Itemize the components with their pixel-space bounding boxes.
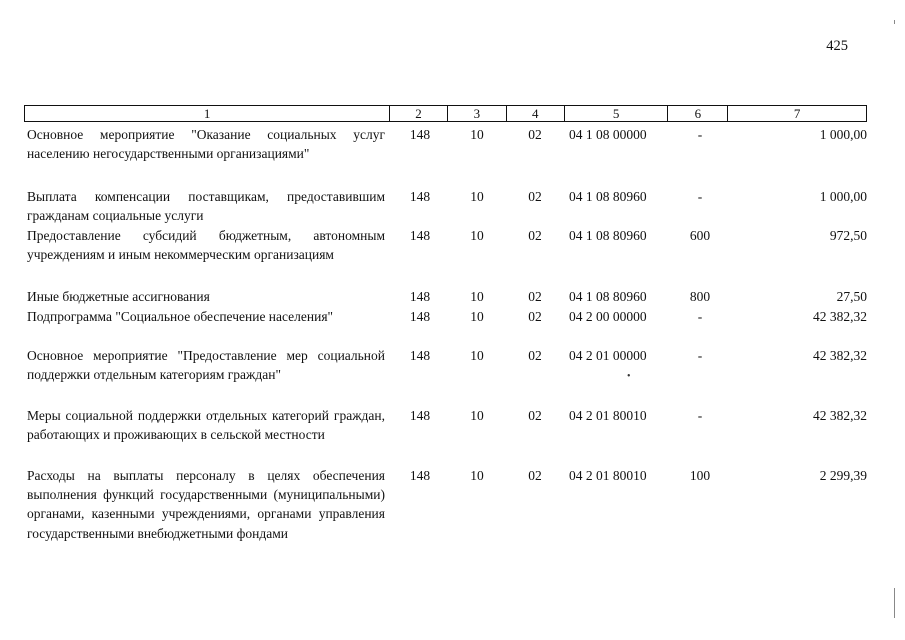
cell-expense-type: 800 (689, 289, 711, 304)
row-name: Иные бюджетные ассигнования (27, 289, 210, 304)
cell-admin: 148 (409, 468, 431, 483)
cell-section: 10 (470, 289, 484, 304)
cell-admin: 148 (409, 289, 431, 304)
cell-section: 10 (470, 127, 484, 142)
row-name: Меры социальной поддержки отдельных категорий граждан, работающих и проживающих в сельской местности (27, 408, 385, 443)
cell-amount: 42 382,32 (813, 309, 867, 324)
row-name: Основное мероприятие "Оказание социальных услуг населению негосударственными организациями" (27, 127, 385, 162)
header-col-6: 6 (667, 106, 727, 121)
cell-section: 10 (470, 468, 484, 483)
cell-target: 04 1 08 80960 (569, 228, 647, 243)
cell-amount: 27,50 (836, 289, 867, 304)
cell-expense-type: 600 (689, 228, 711, 243)
cell-target: 04 2 01 80010 (569, 468, 647, 483)
cell-section: 10 (470, 348, 484, 363)
row-name: Выплата компенсации поставщикам, предоставившим гражданам социальные услуги (27, 189, 385, 224)
cell-expense-type: - (697, 309, 703, 324)
cell-section: 10 (470, 228, 484, 243)
cell-section: 10 (470, 189, 484, 204)
header-col-4: 4 (506, 106, 564, 121)
scan-mark-icon: • (627, 371, 631, 382)
header-col-5: 5 (564, 106, 668, 121)
scan-edge-mark (894, 20, 895, 24)
header-col-1: 1 (203, 106, 211, 121)
cell-admin: 148 (409, 309, 431, 324)
cell-admin: 148 (409, 228, 431, 243)
cell-admin: 148 (409, 127, 431, 142)
header-col-3: 3 (447, 106, 506, 121)
row-name: Предоставление субсидий бюджетным, автономным учреждениям и иным некоммерческим организациям (27, 228, 385, 263)
row-name: Расходы на выплаты персоналу в целях обеспечения выполнения функций государственными (муниципальными) органами, казенными учреждениями, органами управления государственными внебюджетными фондами (27, 468, 385, 541)
table-header (24, 105, 867, 122)
page-number: 425 (826, 38, 848, 54)
cell-amount: 1 000,00 (819, 189, 867, 204)
row-name: Подпрограмма "Социальное обеспечение населения" (27, 309, 334, 324)
cell-expense-type: - (697, 189, 703, 204)
cell-section: 10 (470, 309, 484, 324)
cell-target: 04 1 08 80960 (569, 189, 647, 204)
cell-amount: 42 382,32 (813, 348, 867, 363)
scan-edge-line (894, 588, 895, 618)
cell-amount: 972,50 (829, 228, 867, 243)
cell-admin: 148 (409, 408, 431, 423)
cell-admin: 148 (409, 348, 431, 363)
row-name: Основное мероприятие "Предоставление мер социальной поддержки отдельным категориям граждан" (27, 348, 385, 383)
cell-subsection: 02 (528, 189, 542, 204)
cell-subsection: 02 (528, 289, 542, 304)
cell-expense-type: - (697, 408, 703, 423)
cell-admin: 148 (409, 189, 431, 204)
cell-section: 10 (470, 408, 484, 423)
cell-expense-type: - (697, 127, 703, 142)
cell-subsection: 02 (528, 309, 542, 324)
cell-expense-type: 100 (689, 468, 711, 483)
cell-target: 04 2 01 00000 (569, 348, 647, 363)
cell-subsection: 02 (528, 228, 542, 243)
cell-subsection: 02 (528, 468, 542, 483)
cell-amount: 42 382,32 (813, 408, 867, 423)
cell-target: 04 2 01 80010 (569, 408, 647, 423)
cell-expense-type: - (697, 348, 703, 363)
cell-target: 04 1 08 00000 (569, 127, 647, 142)
cell-target: 04 2 00 00000 (569, 309, 647, 324)
cell-amount: 2 299,39 (819, 468, 867, 483)
cell-amount: 1 000,00 (819, 127, 867, 142)
header-col-7: 7 (727, 106, 866, 121)
cell-subsection: 02 (528, 408, 542, 423)
cell-subsection: 02 (528, 127, 542, 142)
header-col-2: 2 (389, 106, 447, 121)
cell-target: 04 1 08 80960 (569, 289, 647, 304)
cell-subsection: 02 (528, 348, 542, 363)
